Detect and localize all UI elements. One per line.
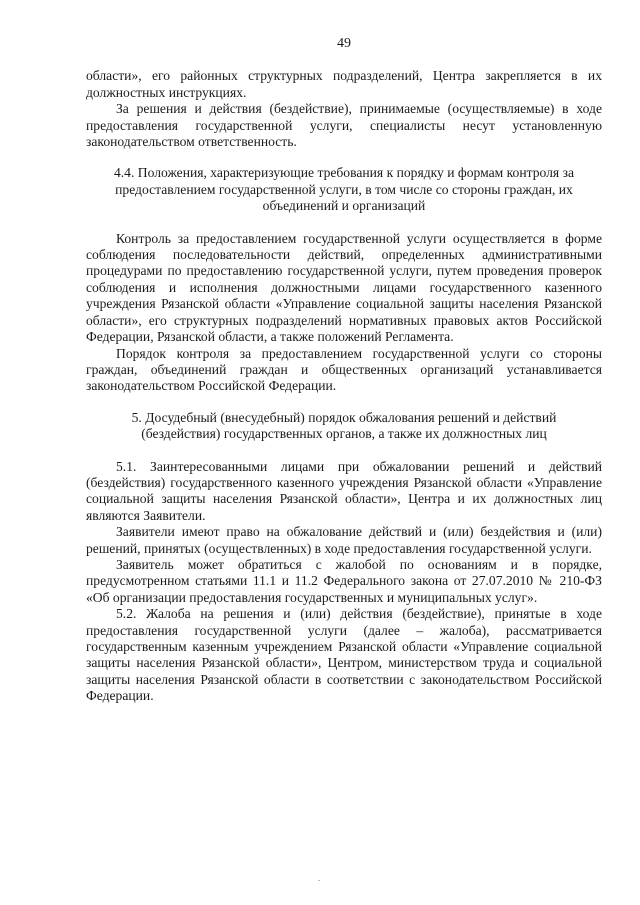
page-number: 49 (337, 36, 351, 51)
section-top-text (86, 68, 602, 150)
scan-speck (318, 880, 320, 881)
paragraph: Заявитель может обратиться с жалобой по основаниям и в порядке, предусмотренном статьями 11.1 и 11.2 Федерального закона от 27.07.2010 № 210-ФЗ «Об организации предоставления государственных и муниципальных услуг». (86, 556, 602, 605)
paragraph: За решения и действия (бездействие), принимаемые (осуществляемые) в ходе предоставления государственной услуги, специалисты несут установленную законодательством ответственность. (86, 101, 602, 150)
paragraph: области», его районных структурных подразделений, Центра закрепляется в их должностных инструкциях. (86, 68, 602, 100)
paragraph: 5.2. Жалоба на решения и (или) действия (бездействие), принятые в ходе предоставления государственной услуги (далее – жалоба), рассматривается государственным казенным учреждением Рязанской области «Управление социальной защиты населения Рязанской области», Центром, министерством труда и социальной защиты населения Рязанской области в соответствии с законодательством Российской Федерации. (86, 606, 602, 704)
paragraph: Контроль за предоставлением государственной услуги осуществляется в форме соблюдения последовательности действий, определенных административными процедурами по предоставлению государственной услуги, путем проведения проверок соблюдения и исполнения должностными лицами государственного казенного учреждения Рязанской области «Управление социальной защиты населения Рязанской области», его структурных подразделений нормативных правовых актов Российской Федерации, Рязанской области, а также положений Регламента. (86, 230, 602, 345)
paragraph: Порядок контроля за предоставлением государственной услуги со стороны граждан, объединений граждан и общественных организаций устанавливается законодательством Российской Федерации. (86, 345, 602, 394)
section-heading-4-4: 4.4. Положения, характеризующие требования к порядку и формам контроля за предоставлением государственной услуги, в том числе со стороны граждан, их объединений и организаций (113, 165, 574, 214)
section-5-text (86, 459, 602, 705)
section-4-4-text (86, 231, 602, 395)
section-heading-5: 5. Досудебный (внесудебный) порядок обжалования решений и действий (бездействия) государственных органов, а также их должностных лиц (131, 409, 557, 442)
paragraph: 5.1. Заинтересованными лицами при обжаловании решений и действий (бездействия) государственного казенного учреждения Рязанской области «Управление социальной защиты населения Рязанской области», Центра и их должностных лиц являются Заявители. (86, 458, 602, 523)
paragraph: Заявители имеют право на обжалование действий и (или) бездействия и (или) решений, принятых (осуществленных) в ходе предоставления государственной услуги. (86, 524, 602, 556)
